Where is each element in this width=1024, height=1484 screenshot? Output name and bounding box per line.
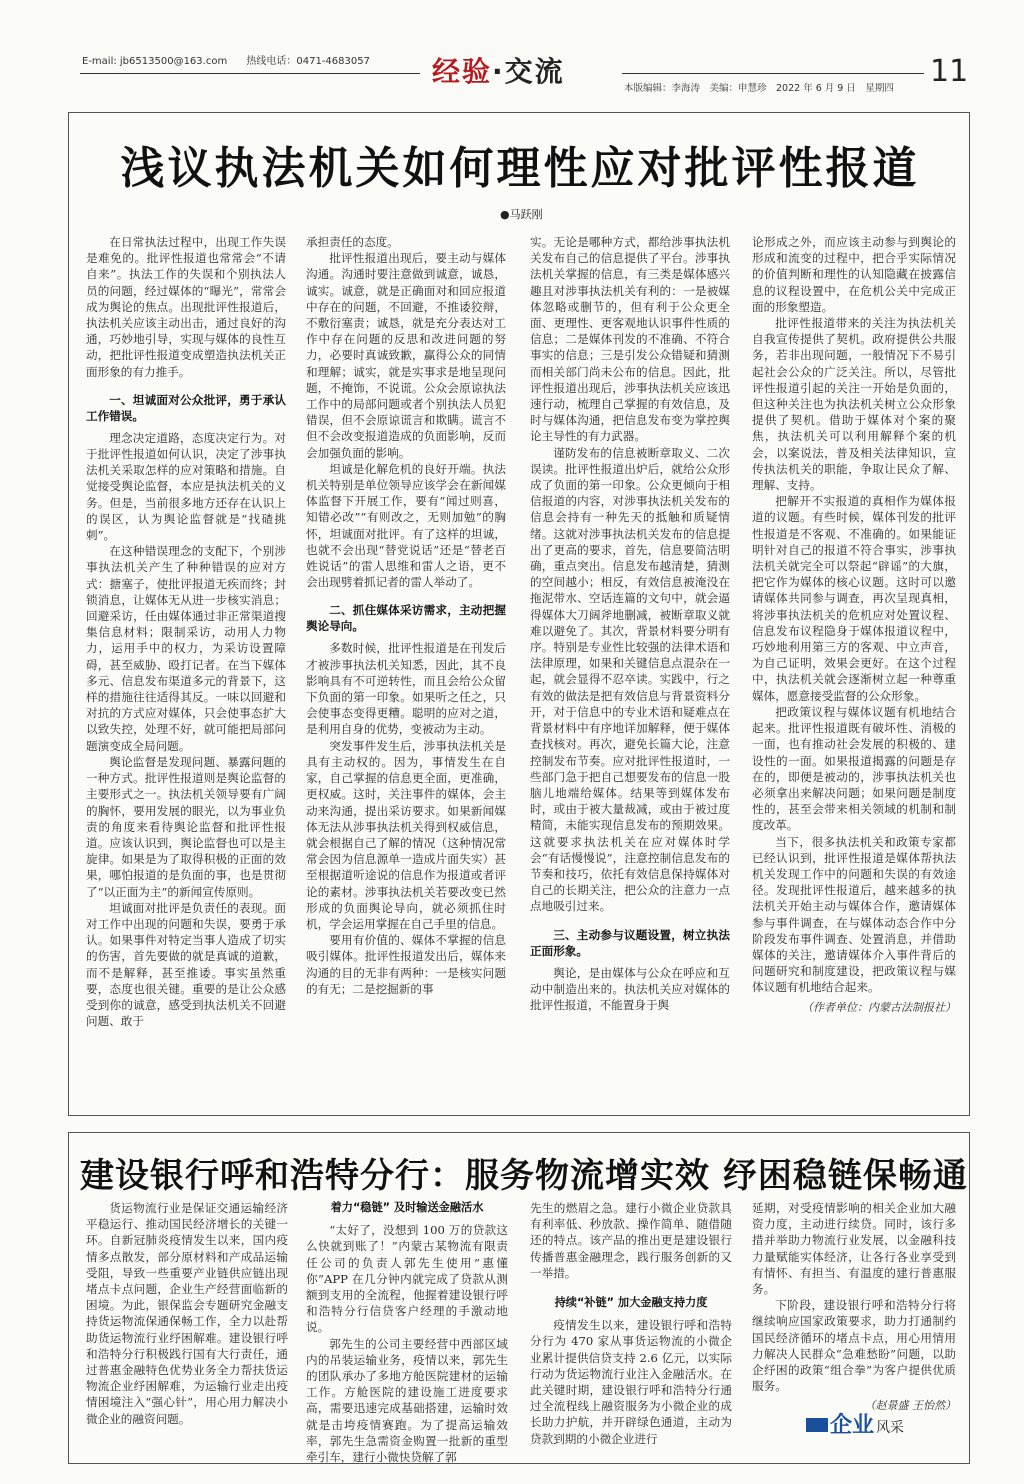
brand-icon bbox=[806, 1418, 828, 1432]
subheading-1: 一、坦诚面对公众批评，勇于承认工作错误。 bbox=[86, 392, 286, 423]
paragraph: 谨防发布的信息被断章取义、二次误读。批评性报道出炉后，就给公众形成了负面的第一印象。公众更倾向于相信报道的内容，对涉事执法机关发布的信息会持有一种先天的抵触和质疑情绪。这就对涉事执法机关发布的信息提出了更高的要求，首先，信息要简洁明确，重点突出。信息发布越清楚，猜测的空间越小；相反，有效信息被淹没在拖泥带水、空话连篇的文句中，就会逼得媒体大刀阔斧地删减，被断章取义就难以避免了。其次，背景材料要分明有序。特别是专业性比较强的法律术语和法律原理，如果和关键信息点混杂在一起，就会显得不忍卒读。实践中，行之有效的做法是把有效信息与背景资料分开，对于信息中的专业术语和疑难点在背景材料中有序地详加解释，便于媒体查找核对。再次，避免长篇大论，注意控制发布节奏。应对批评性报道时，一些部门急于把自己想要发布的信息一股脑儿地端给媒体。结果等到媒体发布时，或由于被大量裁减，或由于被过度精简，未能实现信息发布的预期效果。这就要求执法机关在应对媒体时学会“有话慢慢说”，注意控制信息发布的节奏和技巧，依托有效信息保持媒体对自己的长期关注，把公众的注意力一点点地吸引过来。 bbox=[530, 445, 730, 914]
paragraph: 当下，很多执法机关和政策专家都已经认识到，批评性报道是媒体帮执法机关发现工作中的问题和失误的有效途径。发现批评性报道后，越来越多的执法机关开始主动与媒体合作，邀请媒体参与事件调查，在与媒体动态合作中分阶段发布事件调查、处置消息，并借助媒体的关注，邀请媒体介入事件背后的问题研究和制度建设，把政策议程与媒体议题有机地结合起来。 bbox=[752, 834, 956, 995]
paragraph: 把政策议程与媒体议题有机地结合起来。批评性报道既有破坏性、消极的一面，也有推动社会发展的积极的、建设性的一面。如果报道揭露的问题是存在的，即便是被动的，涉事执法机关也必须拿出来解决问题；如果问题是制度性的，甚至会带来相关领域的机制和制度改革。 bbox=[752, 704, 956, 833]
paragraph: 先生的燃眉之急。建行小微企业贷款具有利率低、秒放款、操作简单、随借随还的特点。该产品的推出更是建设银行传播普惠金融理念，践行服务创新的又一举措。 bbox=[530, 1201, 732, 1280]
header-hotline: 热线电话：0471-4683057 bbox=[246, 56, 370, 67]
paragraph: 在这种错误理念的支配下，个别涉事执法机关产生了种种错误的应对方式：搪塞子，使批评报道无疾而终；封锁消息，让媒体无从进一步核实消息；回避采访，任由媒体通过非正常渠道搜集信息材料；限制采访，动用人力物力，运用手中的权力，为采访设置障碍，甚至威胁、殴打记者。在当下媒体多元、信息发布渠道多元的背景下，这样的措施往往适得其反。一味以回避和对抗的方式应对媒体，只会使事态扩大以致失控，处理不好，就可能把局部问题演变成全局问题。 bbox=[86, 544, 286, 753]
article2-subheading-1: 着力“稳链” 及时输送金融活水 bbox=[330, 1201, 484, 1214]
article1-column-1 bbox=[86, 234, 286, 1102]
article1-column-2 bbox=[306, 234, 506, 1102]
paragraph: 在日常执法过程中，出现工作失误是难免的。批评性报道也常常会“不请自来”。执法工作的失误和个别执法人员的问题，经过媒体的“曝光”，常常会成为舆论的焦点。出现批评性报道后，执法机关应该主动出击，通过良好的沟通，巧妙地引导，实现与媒体的良性互动，把批评性报道变成塑造执法机关正面形象的有力推手。 bbox=[86, 235, 286, 379]
paragraph: 把解开不实报道的真相作为媒体报道的议题。有些时候，媒体刊发的批评性报道是不客观、不准确的。如果能证明针对自己的报道不符合事实，涉事执法机关就完全可以祭起“辟谣”的大旗，把它作为媒体的核心议题。这时可以邀请媒体共同参与调查，再次呈现真相，将涉事执法机关的危机应对处置议程、信息发布议程隐身于媒体报道议程中，巧妙地利用第三方的客观、中立声音，为自己证明，效果会更好。在这个过程中，执法机关就会逐渐树立起一种尊重媒体，愿意接受监督的公众形象。 bbox=[752, 494, 956, 703]
section-title-black: 交流 bbox=[504, 55, 565, 88]
section-dot: · bbox=[492, 55, 505, 88]
article1-column-3 bbox=[530, 234, 730, 1102]
paragraph: 批评性报道带来的关注为执法机关自我宣传提供了契机。政府提供公共服务，若非出现问题，一般情况下不易引起社会公众的广泛关注。所以，尽管批评性报道引起的关注一开始是负面的，但这种关注也为执法机关树立公众形象提供了契机。借助于媒体对个案的聚焦，执法机关可以利用解释个案的机会，以案说法，普及相关法律知识，宣传执法机关的职能，争取让民众了解、理解、支持。 bbox=[752, 316, 956, 493]
paragraph: 货运物流行业是保证交通运输经济平稳运行、推动国民经济增长的关键一环。自新冠肺炎疫情发生以来，国内疫情多点散发，部分原材料和产成品运输受阻，导致一些重要产业链供应链出现堵点卡点问题，企业生产经营面临新的困境。为此，银保监会专题研究金融支持货运物流保通保畅工作，全力以赴帮助货运物流行业纾困解难。建设银行呼和浩特分行积极践行国有大行责任，通过普惠金融特色优势业务全力帮扶货运物流企业纾困解难，为运输行业走出疫情困境注入“强心针”，用心用力解决小微企业的融资问题。 bbox=[86, 1201, 288, 1426]
paragraph: 坦诚是化解危机的良好开端。执法机关特别是单位领导应该学会在新闻媒体监督下开展工作，要有“闻过则喜，知错必改”“有则改之，无则加勉”的胸怀，坦诚面对批评。有了这样的坦诚，也就不会出现“替党说话”还是“替老百姓说话”的雷人思维和雷人之语，更不会出现劈着抓记者的雷人举动了。 bbox=[306, 461, 506, 590]
paragraph: 疫情发生以来，建设银行呼和浩特分行为 470 家从事货运物流的小微企业累计提供信贷支持 2.6 亿元，以实际行动为货运物流行业注入金融活水。在此关键时期，建设银行呼和浩特分行通过全流程线上融资服务为小微企业的成长助力护航，并开辟绿色通道，主动为贷款到期的小微企业进行 bbox=[530, 1318, 732, 1446]
brand-sub: 风采 bbox=[876, 1420, 905, 1436]
subheading-2: 二、抓住媒体采访需求，主动把握舆论导向。 bbox=[306, 603, 506, 634]
article1-byline: ●马跃刚 bbox=[500, 208, 543, 221]
article2-column-2 bbox=[306, 1200, 508, 1465]
article1-credit: （作者单位：内蒙古法制报社） bbox=[802, 1000, 956, 1014]
article2-title: 建设银行呼和浩特分行：服务物流增实效 纾困稳链保畅通 bbox=[80, 1156, 968, 1196]
paragraph: 承担责任的态度。 bbox=[306, 235, 399, 249]
paragraph: “太好了，没想到 100 万的贷款这么快就到账了！”内蒙古某物流有限责任公司的负责人郭先生使用“惠懂你”APP 在几分钟内就完成了贷款从测额到支用的全流程，他握着建设银行呼和浩特分行信贷客户经理的手激动地说。 bbox=[306, 1223, 508, 1335]
article2-subheading-2: 持续“补链” 加大金融支持力度 bbox=[554, 1296, 708, 1310]
article2-credit: （赵景盛 王怡然） bbox=[864, 1399, 956, 1413]
paragraph: 舆论，是由媒体与公众在呼应和互动中制造出来的。执法机关应对媒体的批评性报道，不能置身于舆 bbox=[530, 965, 730, 1012]
paragraph: 要用有价值的、媒体不掌握的信息吸引媒体。批评性报道发出后，媒体来沟通的目的无非有两种：一是核实问题的有无；二是挖掘新的事 bbox=[306, 933, 506, 996]
article1-column-4 bbox=[752, 234, 956, 1102]
header-email: E-mail: jb6513500@163.com bbox=[82, 56, 228, 67]
paragraph: 延期，对受疫情影响的相关企业加大融资力度，主动进行续贷。同时，该行多措并举助力物流行业发展，以金融科技力量赋能实体经济，让各行各业享受到有情怀、有担当、有温度的建行普惠服务。 bbox=[752, 1201, 956, 1297]
paragraph: 多数时候，批评性报道是在刊发后才被涉事执法机关知悉，因此，其不良影响具有不可逆转性，而且会给公众留下负面的第一印象。如果听之任之，只会使事态变得更糟。聪明的应对之道，是利用自身的优势，变被动为主动。 bbox=[306, 641, 506, 737]
subheading-3: 三、主动参与议题设置，树立执法正面形象。 bbox=[530, 927, 730, 958]
paragraph: 郭先生的公司主要经营中西部区域内的吊装运输业务，疫情以来，郭先生的团队承办了多地方舱医院建材的运输工作。方舱医院的建设施工进度要求高，需要迅速完成基础搭建，运输时效就是击垮疫情赛跑。为了提高运输效率，郭先生急需资金购置一批新的重型牵引车，建行小微快贷解了郭 bbox=[306, 1336, 508, 1465]
section-title bbox=[432, 50, 565, 90]
header-editors: 本版编辑：李海涛 美编：申慧珍 2022 年 6 月 9 日 星期四 bbox=[624, 83, 894, 94]
paragraph: 理念决定道路，态度决定行为。对于批评性报道如何认识，决定了涉事执法机关采取怎样的应对策略和措施。自觉接受舆论监督，本应是执法机关的义务。但是，当前很多地方还存在认识上的误区，认为舆论监督就是“找碴挑刺”。 bbox=[86, 430, 286, 543]
header-rule-left bbox=[80, 73, 420, 74]
paragraph: 批评性报道出现后，要主动与媒体沟通。沟通时要注意做到诚意，诚恳，诚实。诚意，就是正确面对和回应报道中存在的问题，不回避，不推诿狡辩，不敷衍塞责；诚恳，就是充分表达对工作中存在问题的反思和改进问题的努力，必要时真诚致歉，赢得公众的同情和理解；诚实，就是实事求是地呈现问题，不掩饰，不说谎。公众会原谅执法工作中的局部问题或者个别执法人员犯错误，但不会原谅谎言和欺瞒。谎言不但不会改变报道造成的负面影响，反而会加强负面的影响。 bbox=[306, 251, 506, 460]
paragraph: 下阶段，建设银行呼和浩特分行将继续响应国家政策要求，助力打通制约国民经济循环的堵点卡点，用心用情用力解决人民群众“急难愁盼”问题，以助企纾困的政策“组合拳”为客户提供优质服务。 bbox=[752, 1298, 956, 1394]
section-title-red: 经验 bbox=[432, 55, 493, 88]
paragraph: 论形成之外，而应该主动参与到舆论的形成和流变的过程中，把合乎实际情况的价值判断和理性的认知隐藏在披露信息的议程设置中，在危机公关中完成正面的形象塑造。 bbox=[752, 235, 956, 314]
paragraph: 实。无论是哪种方式，都给涉事执法机关发布自己的信息提供了平台。涉事执法机关掌握的信息，有三类是媒体感兴趣且对涉事执法机关有利的：一是被媒体忽略或删节的，但有利于公众更全面、更理性、更客观地认识事件性质的信息；二是媒体刊发的不准确、不符合事实的信息；三是引发公众错疑和猜测而相关部门尚未公布的信息。因此，批评性报道出现后，涉事执法机关应该迅速行动，梳理自己掌握的有效信息，及时与媒体沟通，把信息发布变为掌控舆论主导性的有力武器。 bbox=[530, 235, 730, 444]
article2-column-3 bbox=[530, 1200, 732, 1452]
paragraph: 舆论监督是发现问题、暴露问题的一种方式。批评性报道则是舆论监督的主要形式之一。执法机关领导要有广阔的胸怀，要用发展的眼光，以为事业负责的角度来看待舆论监督和批评性报道。应该认识到，舆论监督也可以是主旋律。如果是为了取得积极的正面的效果，哪怕报道的是负面的事，也是贯彻了“以正面为主”的新闻宣传原则。 bbox=[86, 754, 286, 899]
column-brand bbox=[830, 1408, 904, 1439]
article1-title: 浅议执法机关如何理性应对批评性报道 bbox=[120, 143, 920, 194]
header-rule-right bbox=[622, 73, 924, 74]
article2-column-1 bbox=[86, 1200, 288, 1452]
brand-main: 企业 bbox=[830, 1413, 875, 1438]
article2-column-4 bbox=[752, 1200, 956, 1413]
paragraph: 坦诚面对批评是负责任的表现。面对工作中出现的问题和失误，要勇于承认。如果事件对特定当事人造成了切实的伤害，首先要做的就是真诚的道歉，而不是解释，甚至推诿。事实虽然重要，态度也很关键。重要的是让公众感受到你的诚意，感受到执法机关不回避问题、敢于 bbox=[86, 900, 286, 1029]
header-contact bbox=[82, 52, 386, 67]
paragraph: 突发事件发生后，涉事执法机关是具有主动权的。因为，事情发生在自家，自己掌握的信息更全面，更准确，更权威。这时，关注事件的媒体，会主动来沟通，提出采访要求。如果新闻媒体无法从涉事执法机关得到权威信息，就会根据自己了解的情况（这种情况常常会因为信息源单一造成片面失实）甚至根据道听途说的信息作为报道或者评论的素材。涉事执法机关若要改变已然形成的负面舆论导向，就必须抓住时机，学会运用掌握在自己手里的信息。 bbox=[306, 738, 506, 931]
page-number: 11 bbox=[930, 54, 969, 89]
